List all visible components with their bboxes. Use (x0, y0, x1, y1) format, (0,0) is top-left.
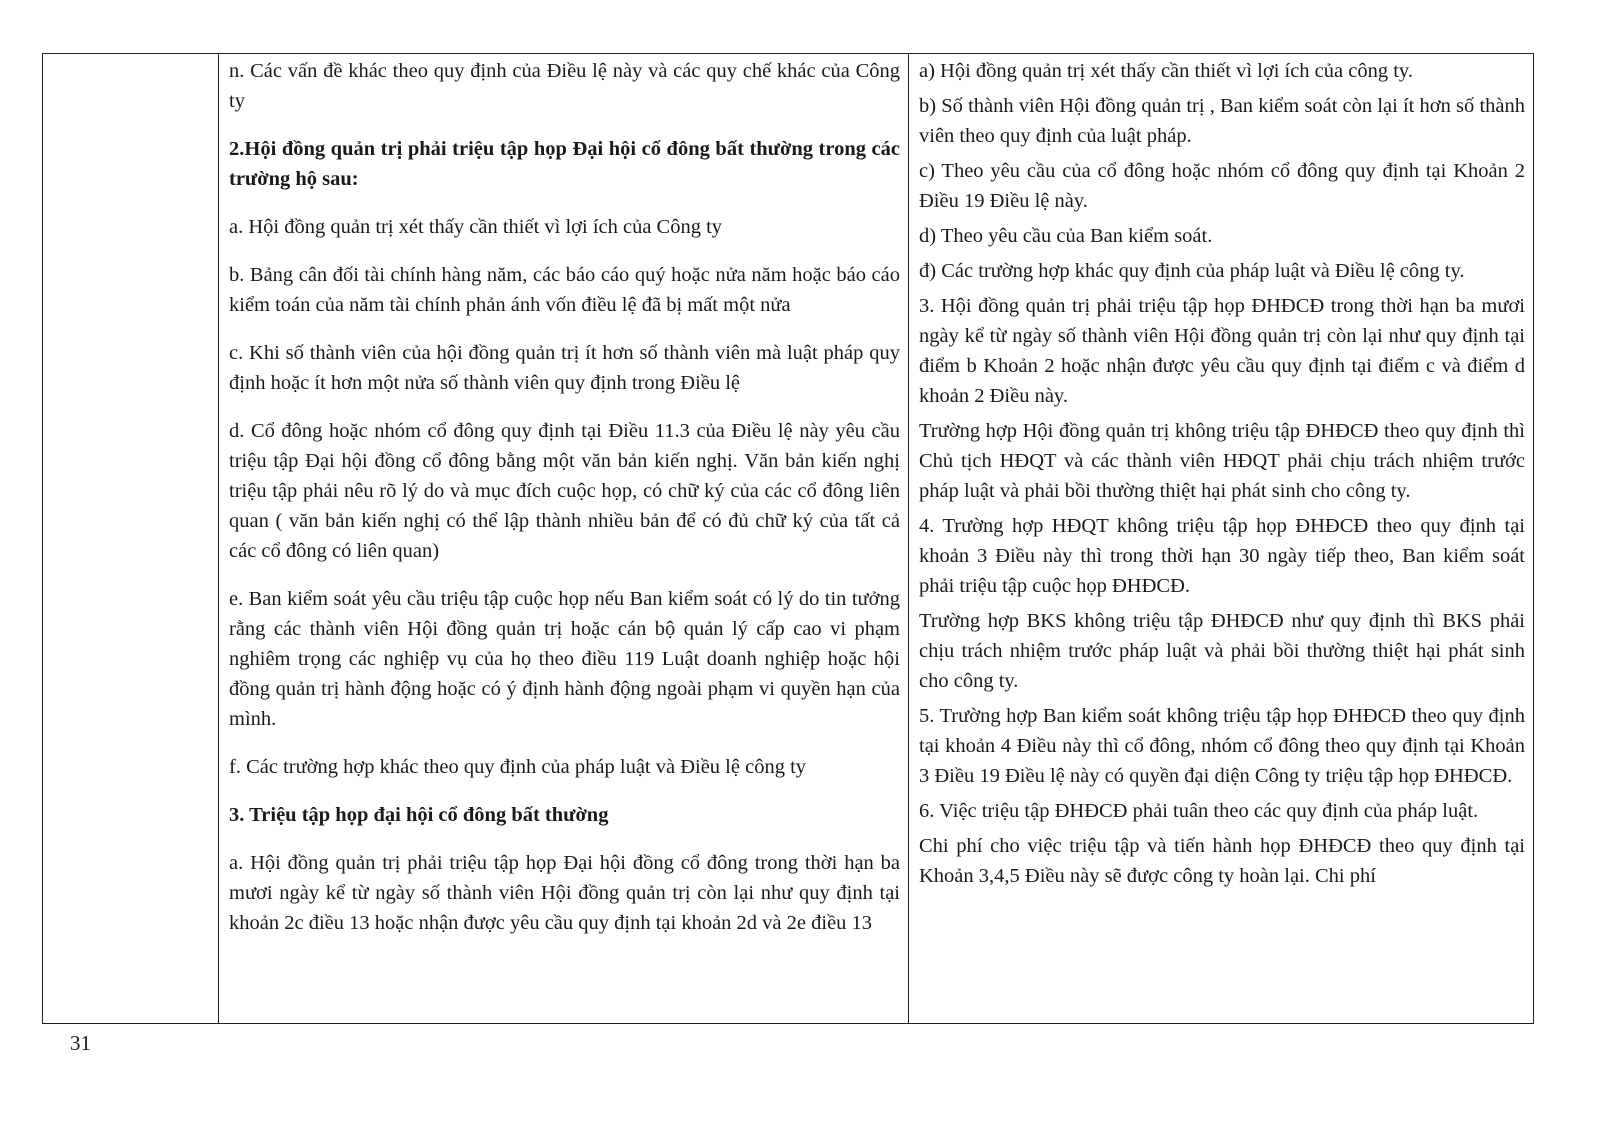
middle-paragraph-2: a. Hội đồng quản trị xét thấy cần thiết vì lợi ích của Công ty (229, 216, 723, 238)
right-paragraph-7: 4. Trường hợp HĐQT không triệu tập họp ĐHĐCĐ theo quy định tại khoản 3 Điều này thì trong thời hạn 30 ngày tiếp theo, Ban kiểm soát phải triệu tập cuộc họp ĐHĐCĐ. (919, 515, 1525, 597)
middle-paragraph-6: e. Ban kiểm soát yêu cầu triệu tập cuộc họp nếu Ban kiểm soát có lý do tin tưởng rằng các thành viên Hội đồng quản trị hoặc cán bộ quản lý cấp cao vi phạm nghiêm trọng các nghiệp vụ của họ theo điều 119 Luật doanh nghiệp hoặc hội đồng quản trị hành động hoặc có ý định hành động ngoài phạm vi quyền hạn của mình. (229, 588, 900, 730)
right-paragraph-6: Trường hợp Hội đồng quản trị không triệu tập ĐHĐCĐ theo quy định thì Chủ tịch HĐQT và các thành viên HĐQT phải chịu trách nhiệm trước pháp luật và phải bồi thường thiệt hại phát sinh cho công ty. (919, 420, 1525, 502)
middle-paragraph-0: n. Các vấn đề khác theo quy định của Điều lệ này và các quy chế khác của Công ty (229, 60, 900, 112)
right-paragraph-2: c) Theo yêu cầu của cổ đông hoặc nhóm cổ đông quy định tại Khoản 2 Điều 19 Điều lệ này. (919, 160, 1525, 212)
right-paragraph-1: b) Số thành viên Hội đồng quản trị , Ban kiểm soát còn lại ít hơn số thành viên theo quy định của luật pháp. (919, 95, 1525, 147)
current-charter-column (219, 54, 909, 1023)
right-paragraph-3: d) Theo yêu cầu của Ban kiểm soát. (919, 225, 1213, 247)
middle-paragraph-9: a. Hội đồng quản trị phải triệu tập họp Đại hội đồng cổ đông trong thời hạn ba mươi ngày kể từ ngày số thành viên Hội đồng quản trị còn lại như quy định tại khoản 2c điều 13 hoặc nhận được yêu cầu quy định tại khoản 2d và 2e điều 13 (229, 852, 900, 934)
right-paragraph-9: 5. Trường hợp Ban kiểm soát không triệu tập họp ĐHĐCĐ theo quy định tại khoản 4 Điều này thì cổ đông, nhóm cổ đông theo quy định tại Khoản 3 Điều 19 Điều lệ này có quyền đại diện Công ty triệu tập họp ĐHĐCĐ. (919, 705, 1525, 787)
right-paragraph-10: 6. Việc triệu tập ĐHĐCĐ phải tuân theo các quy định của pháp luật. (919, 800, 1479, 822)
right-paragraph-8: Trường hợp BKS không triệu tập ĐHĐCĐ như quy định thì BKS phải chịu trách nhiệm trước pháp luật và phải bồi thường thiệt hại phát sinh cho công ty. (919, 610, 1525, 692)
middle-paragraph-3: b. Bảng cân đối tài chính hàng năm, các báo cáo quý hoặc nửa năm hoặc báo cáo kiểm toán của năm tài chính phản ánh vốn điều lệ đã bị mất một nửa (229, 264, 900, 316)
comparison-table (42, 53, 1534, 1024)
right-paragraph-4: đ) Các trường hợp khác quy định của pháp luật và Điều lệ công ty. (919, 260, 1465, 282)
page-number: 31 (70, 1031, 91, 1055)
middle-paragraph-7: f. Các trường hợp khác theo quy định của pháp luật và Điều lệ công ty (229, 756, 807, 778)
right-paragraph-5: 3. Hội đồng quản trị phải triệu tập họp ĐHĐCĐ trong thời hạn ba mươi ngày kể từ ngày số thành viên Hội đồng quản trị còn lại như quy định tại điểm b Khoản 2 hoặc nhận được yêu cầu quy định tại điểm c và điểm d khoản 2 Điều này. (919, 295, 1525, 407)
right-paragraph-0: a) Hội đồng quản trị xét thấy cần thiết vì lợi ích của công ty. (919, 60, 1413, 82)
middle-paragraph-8: 3. Triệu tập họp đại hội cổ đông bất thường (229, 804, 609, 826)
right-paragraph-11: Chi phí cho việc triệu tập và tiến hành họp ĐHĐCĐ theo quy định tại Khoản 3,4,5 Điều này sẽ được công ty hoàn lại. Chi phí (919, 835, 1525, 887)
left-empty-column (43, 54, 219, 1023)
middle-paragraph-5: d. Cổ đông hoặc nhóm cổ đông quy định tại Điều 11.3 của Điều lệ này yêu cầu triệu tập Đại hội đồng cổ đông bằng một văn bản kiến nghị. Văn bản kiến nghị triệu tập phải nêu rõ lý do và mục đích cuộc họp, có chữ ký của các cổ đông liên quan ( văn bản kiến nghị có thể lập thành nhiều bản để có đủ chữ ký của tất cả các cổ đông có liên quan) (229, 420, 900, 562)
middle-paragraph-4: c. Khi số thành viên của hội đồng quản trị ít hơn số thành viên mà luật pháp quy định hoặc ít hơn một nửa số thành viên quy định trong Điều lệ (229, 342, 900, 394)
middle-paragraph-1: 2.Hội đồng quản trị phải triệu tập họp Đại hội cổ đông bất thường trong các trường hộ sau: (229, 138, 900, 190)
amended-charter-column (909, 54, 1533, 1023)
